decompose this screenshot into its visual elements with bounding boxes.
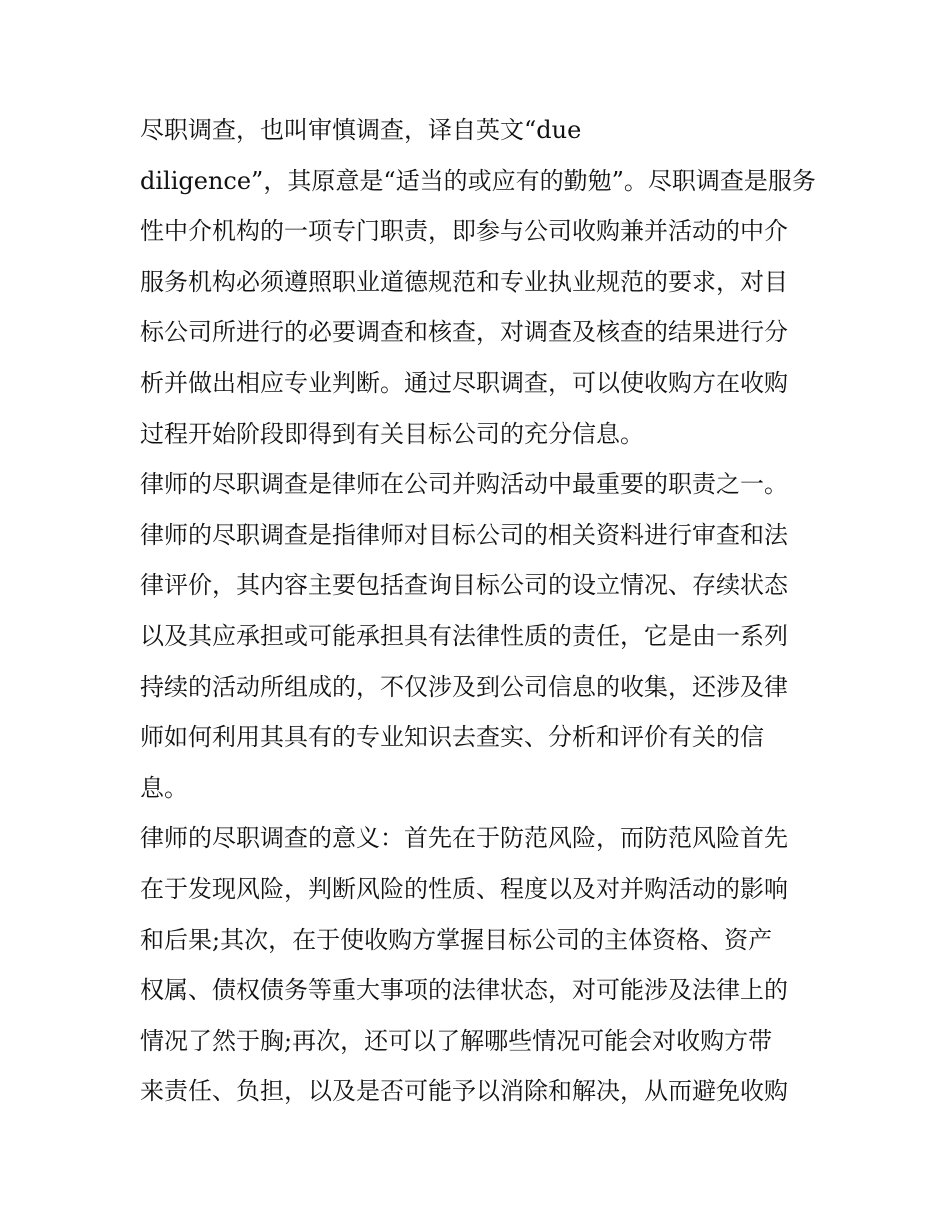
text-line: 律师的尽职调查是指律师对目标公司的相关资料进行审查和法 xyxy=(140,520,788,549)
paragraph-significance xyxy=(140,813,820,1117)
text-line: 性中介机构的一项专门职责，即参与公司收购兼并活动的中介 xyxy=(140,217,788,246)
text-line: 以及其应承担或可能承担具有法律性质的责任，它是由一系列 xyxy=(140,621,788,650)
text-line: 息。 xyxy=(140,773,188,802)
document-body xyxy=(140,105,820,1117)
text-line: 服务机构必须遵照职业道德规范和专业执业规范的要求，对目 xyxy=(140,267,788,296)
text-line: 在于发现风险，判断风险的性质、程度以及对并购活动的影响 xyxy=(140,874,788,903)
text-line: 过程开始阶段即得到有关目标公司的充分信息。 xyxy=(140,419,644,448)
text-line: 持续的活动所组成的，不仅涉及到公司信息的收集，还涉及律 xyxy=(140,672,788,701)
paragraph-due-diligence-definition xyxy=(140,105,820,459)
text-line: 标公司所进行的必要调查和核查，对调查及核查的结果进行分 xyxy=(140,318,788,347)
text-line: 师如何利用其具有的专业知识去查实、分析和评价有关的信 xyxy=(140,723,764,752)
text-line: 和后果;其次，在于使收购方掌握目标公司的主体资格、资产 xyxy=(140,925,773,954)
text-line: 析并做出相应专业判断。通过尽职调查，可以使收购方在收购 xyxy=(140,368,788,397)
text-line: 律师的尽职调查的意义：首先在于防范风险，而防范风险首先 xyxy=(140,824,788,853)
text-line: 来责任、负担，以及是否可能予以消除和解决，从而避免收购 xyxy=(140,1077,788,1106)
text-line: 权属、债权债务等重大事项的法律状态，对可能涉及法律上的 xyxy=(140,976,788,1005)
text-line: 情况了然于胸;再次，还可以了解哪些情况可能会对收购方带 xyxy=(140,1026,773,1055)
text-line: 律师的尽职调查是律师在公司并购活动中最重要的职责之一。 xyxy=(140,470,788,499)
paragraph-lawyer-duty xyxy=(140,459,820,510)
paragraph-lawyer-due-diligence-definition xyxy=(140,510,820,814)
text-line: diligence”，其原意是“适当的或应有的勤勉”。尽职调查是服务 xyxy=(140,166,816,195)
text-line: 尽职调查，也叫审慎调查，译自英文“due xyxy=(140,116,582,144)
text-line: 律评价，其内容主要包括查询目标公司的设立情况、存续状态 xyxy=(140,571,788,600)
